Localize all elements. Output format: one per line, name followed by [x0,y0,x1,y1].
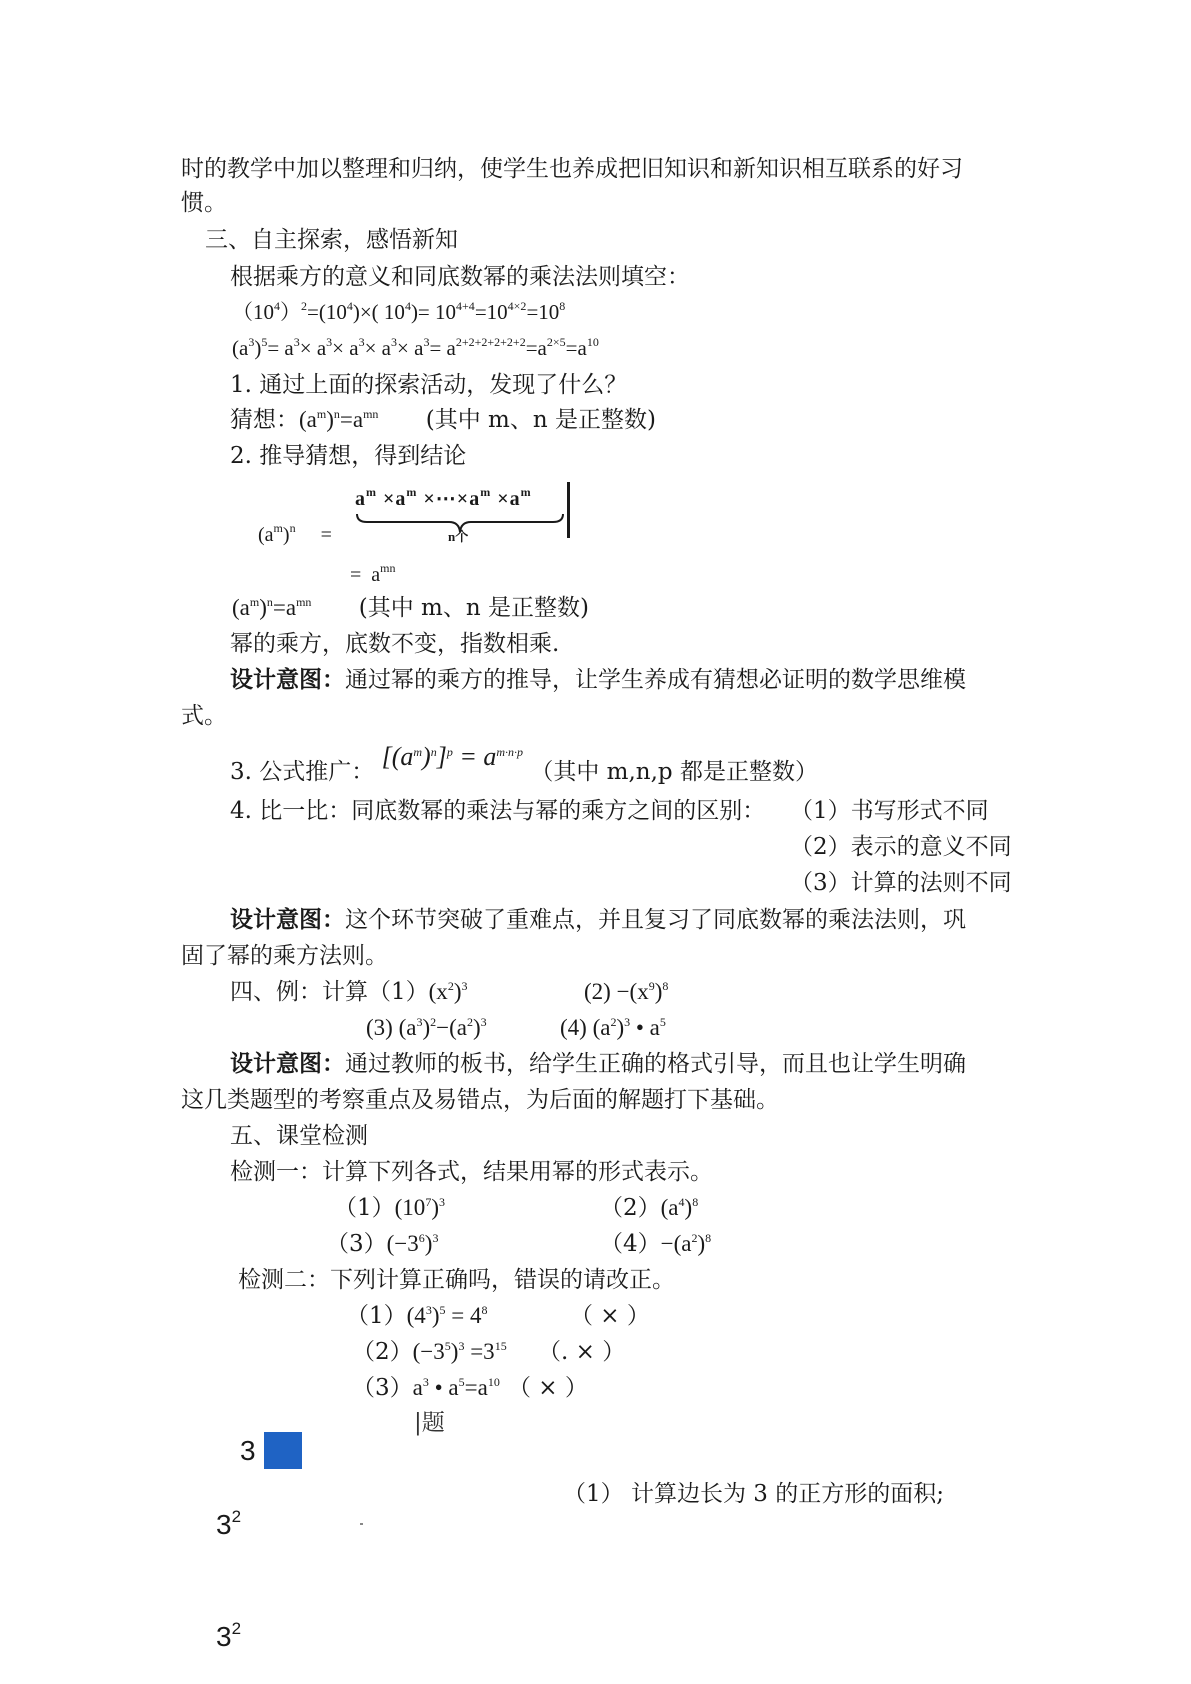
difference-2: （2）表示的意义不同 [790,834,1012,860]
design-intent-3 [230,1049,966,1079]
example-2-formula: $-(x^9)^8$ [610,979,669,1004]
design-intent-3-label: 设计意图： [230,1050,345,1077]
guess-note: (其中 m、n 是正整数) [425,407,656,433]
test-1-item-1-label: （1） [334,1195,395,1221]
brace-product: $a^m \times a^m$ $\times\cdots\times a^m \times a^m$ [355,485,532,510]
example-3 [366,1013,487,1043]
section-3-prompt: 根据乘方的意义和同底数幂的乘法法则填空： [230,264,690,290]
test-1-item-4-formula: $-(a^2)^8$ [660,1231,712,1256]
three-squared-a [216,1508,241,1542]
test-2-item-1-label: （1） [346,1303,407,1329]
section-3-heading: 三、自主探索，感悟新知 [205,227,458,253]
test-1-item-4 [600,1229,711,1259]
test-1-prompt: 检测一：计算下列各式，结果用幂的形式表示。 [230,1159,713,1185]
example-2 [584,977,668,1007]
design-intent-3-text: 通过教师的板书，给学生正确的格式引导，而且也让学生明确 [345,1051,966,1077]
blue-square [264,1432,302,1469]
test-2-item-1-formula: $(4^3)^5 = 4^8$ [406,1303,488,1328]
design-intent-1-label: 设计意图： [230,666,345,693]
test-1-item-1 [334,1193,445,1223]
example-3-formula: $(a^3)^2-(a^2)^3$ [392,1015,487,1040]
example-1: $(x^2)^3$ [428,979,468,1004]
test-2-item-2 [352,1337,507,1367]
example-2-label: (2) [584,979,611,1004]
three-squared-b-exp: 2 [231,1619,242,1638]
example-3-label: (3) [366,1015,393,1040]
test-2-item-1 [346,1301,487,1331]
formula-10-power: $(10^4)^2=(10^4)\times$( $10^4)= 10^{4+4}=10^{4\times 2}=10^8$ [232,299,566,324]
test-2-item-2-formula: $(-3^5)^3 =3^{15}$ [412,1339,507,1364]
test-1-item-2 [600,1193,698,1223]
test-1-item-4-label: （4） [600,1231,661,1257]
brace-label: n个 [448,529,469,544]
stray-dot [360,1523,363,1525]
design-intent-1-text: 通过幂的乘方的推导，让学生养成有猜想必证明的数学思维模 [345,667,966,693]
example-1-label: （1） [368,979,429,1005]
guess-label: 猜想： [230,407,299,433]
guess-line [230,405,656,435]
example-4 [560,1013,666,1043]
design-intent-2-label: 设计意图： [230,906,345,933]
formula-a-power: $(a^3)^5= a^3\times a^3\times a^3\times a^3\times a^3= a^{2+2+2+2+2+2}=a^{2\times 5}=a^{10}$ [232,335,599,360]
derivation-result: = $a^{mn}$ [350,561,396,586]
heading-fragment: |题 [414,1410,445,1436]
test-2-mark-1: （ × ） [570,1303,650,1329]
test-2-mark-2: （. × ） [538,1339,626,1365]
section-5-heading: 五、课堂检测 [230,1123,368,1149]
question-4: 4. 比一比：同底数幂的乘法与幂的乘方之间的区别： [230,798,766,824]
three-squared-a-base: 3 [216,1509,232,1540]
test-2-item-3-label: （3） [352,1375,413,1401]
intro-line-1: 时的教学中加以整理和归纳，使学生也养成把旧知识和新知识相互联系的好习 [181,156,963,182]
example-4-label: (4) [560,1015,587,1040]
power-rule: 幂的乘方，底数不变，指数相乘. [230,631,560,657]
test-2-mark-3: （ × ） [508,1375,588,1401]
test-2-item-2-label: （2） [352,1339,413,1365]
number-three: 3 [240,1435,256,1466]
test-1-item-3 [326,1229,438,1259]
test-1-item-3-label: （3） [326,1231,387,1257]
three-squared-a-exp: 2 [231,1507,242,1526]
design-intent-1-cont: 式。 [181,703,227,729]
question-3-note: （其中 m,n,p 都是正整数） [530,759,818,785]
question-1: 1. 通过上面的探索活动，发现了什么？ [230,372,628,398]
test-2-item-3 [352,1373,500,1403]
three-squared-b [216,1620,241,1654]
guess-formula: $(a^m)^n=a^{mn}$ [299,407,379,432]
difference-1: （1）书写形式不同 [790,798,989,824]
question-2: 2. 推导猜想，得到结论 [230,443,467,469]
footer-question-1: （1） 计算边长为 3 的正方形的面积; [563,1481,944,1507]
test-2-item-3-formula: $a^3$ • $a^5=a^{10}$ [412,1375,500,1400]
example-4-formula: $(a^2)^3$ • $a^5$ [586,1015,666,1040]
derivation-lhs: $(a^m)^n$ = [258,521,332,546]
design-intent-2 [230,905,966,935]
question-3-label: 3. 公式推广： [230,759,375,785]
conclusion-formula: $(a^m)^n=a^{mn}$ [232,595,312,620]
test-1-item-2-formula: $(a^4)^8$ [660,1195,699,1220]
design-intent-1 [230,665,966,695]
conclusion-note: (其中 m、n 是正整数) [358,595,589,621]
design-intent-2-text: 这个环节突破了重难点，并且复习了同底数幂的乘法法则，巩 [345,907,966,933]
design-intent-2-cont: 固了幂的乘方法则。 [181,943,388,969]
test-1-item-1-formula: $(10^7)^3$ [394,1195,445,1220]
three-squared-b-base: 3 [216,1621,232,1652]
test-2-prompt: 检测二：下列计算正确吗，错误的请改正。 [238,1267,675,1293]
conclusion-line [232,593,589,623]
generalized-formula: $[(a^m)^n]^p = a^{m\cdot n\cdot p}$ [381,742,524,771]
intro-line-2: 惯。 [181,190,227,216]
test-1-item-3-formula: $(-3^6)^3$ [386,1231,439,1256]
design-intent-3-cont: 这几类题型的考察重点及易错点，为后面的解题打下基础。 [181,1087,779,1113]
test-1-item-2-label: （2） [600,1195,661,1221]
question-3 [230,742,818,787]
difference-3: （3）计算的法则不同 [790,870,1012,896]
bracket-bar [567,482,570,538]
section-4-line-1 [230,977,467,1007]
section-4-heading: 四、例：计算 [230,979,368,1005]
